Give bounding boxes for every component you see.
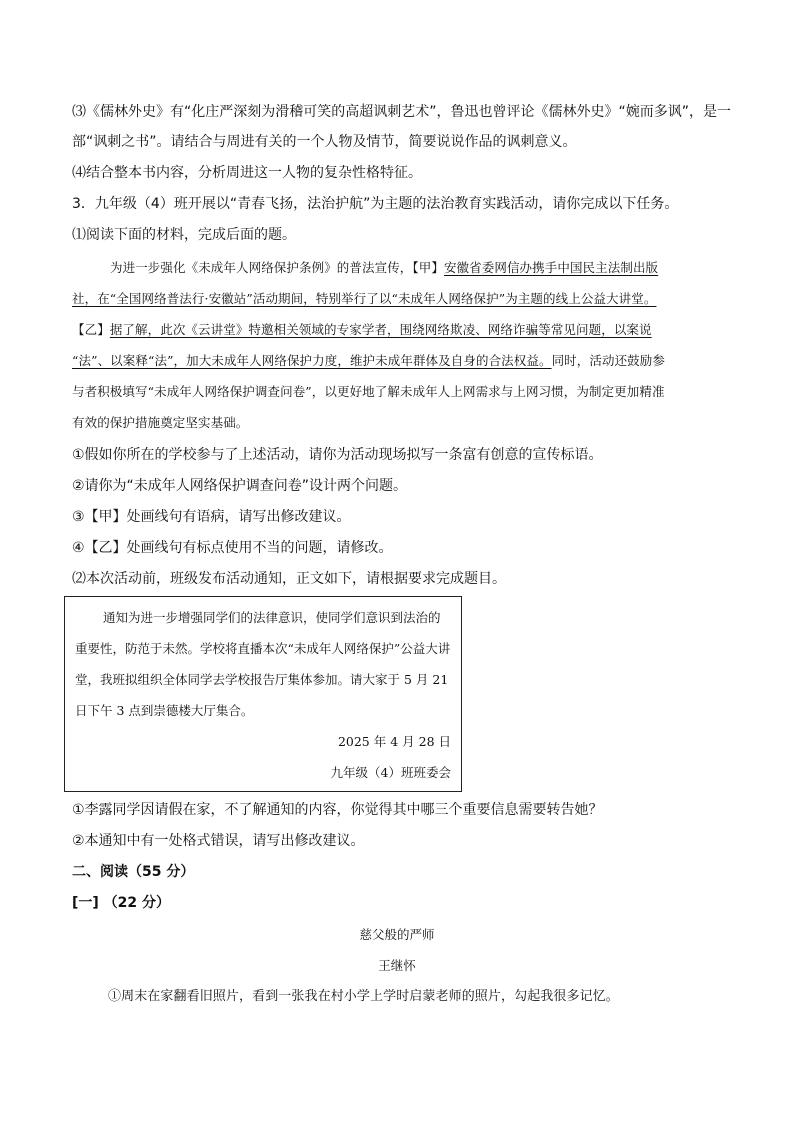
question-4: ⑷结合整本书内容，分析周进这一人物的复杂性格特征。 <box>72 165 422 181</box>
item-3: ③【甲】处画线句有语病，请写出修改建议。 <box>72 509 351 525</box>
question-3-line-1: ⑶《儒林外史》有“化庄严深刻为滑稽可笑的高超讽刺艺术”，鲁迅也曾评论《儒林外史》“婉而多讽”，是一 <box>72 104 732 120</box>
section-2-part-1: [一] （22 分） <box>72 895 171 911</box>
question-3-line-2: 部“讽刺之书”。请结合与周进有关的一个人物及情节，简要说说作品的讽刺意义。 <box>72 134 577 150</box>
material-line-4: “法”、以案释“法”，加大未成年人网络保护力度，维护未成年群体及自身的合法权益。同时，活动还鼓励参 <box>72 353 665 368</box>
task-3-sub-1: ⑴阅读下面的材料，完成后面的题。 <box>72 227 296 243</box>
material-line-3: 【乙】据了解，此次《云讲堂》特邀相关领域的专家学者，围绕网络欺凌、网络诈骗等常见问题，以案说 <box>72 322 652 337</box>
material-line-2: 社，在“全国网络普法行·安徽站”活动期间，特别举行了以“未成年人网络保护”为主题的线上公益大讲堂。 <box>72 291 657 306</box>
item-1: ①假如你所在的学校参与了上述活动，请你为活动现场拟写一条富有创意的宣传标语。 <box>72 447 603 463</box>
jia-underline: 安徽省委网信办携手中国民主法制出版 <box>443 260 659 275</box>
material-line-5: 与者积极填写“未成年人网络保护调查问卷”，以更好地了解未成年人上网需求与上网习惯，为制定更加精准 <box>72 384 665 399</box>
item-4: ④【乙】处画线句有标点使用不当的问题，请修改。 <box>72 540 393 556</box>
material-line-6: 有效的保护措施奠定坚实基础。 <box>72 415 249 430</box>
notice-line-3: 堂，我班拟组织全体同学去学校报告厅集体参加。请大家于 5 月 21 <box>75 672 449 687</box>
notice-date: 2025 年 4 月 28 日 <box>337 734 451 749</box>
notice-line-2: 重要性，防范于未然。学校将直播本次“未成年人网络保护”公益大讲 <box>75 641 451 656</box>
item-2: ②请你为“未成年人网络保护调查问卷”设计两个问题。 <box>72 478 408 494</box>
essay-paragraph-1: ①周末在家翻看旧照片，看到一张我在村小学上学时启蒙老师的照片，勾起我很多记忆。 <box>108 989 619 1004</box>
material-line-1: 为进一步强化《未成年人网络保护条例》的普法宣传，【甲】安徽省委网信办携手中国民主法制出版 <box>110 260 659 275</box>
essay-author: 王继怀 <box>378 958 416 973</box>
task-3-sub-2: ⑵本次活动前，班级发布活动通知，正文如下，请根据要求完成题目。 <box>72 571 506 587</box>
notice-signature: 九年级（4）班班委会 <box>330 765 451 780</box>
yi-underline: 据了解，此次《云讲堂》特邀相关领域的专家学者，围绕网络欺凌、网络诈骗等常见问题，以案说 <box>109 322 652 337</box>
notice-question-2: ②本通知中有一处格式错误，请写出修改建议。 <box>72 833 365 849</box>
notice-box <box>64 596 462 792</box>
notice-line-1: 通知为进一步增强同学们的法律意识，使同学们意识到法治的 <box>103 610 441 625</box>
essay-title: 慈父般的严师 <box>359 927 435 942</box>
notice-line-4: 日下午 3 点到崇德楼大厅集合。 <box>75 703 254 718</box>
notice-question-1: ①李露同学因请假在家，不了解通知的内容，你觉得其中哪三个重要信息需要转告她？ <box>72 802 603 818</box>
section-2-heading: 二、阅读（55 分） <box>72 864 195 880</box>
task-3-intro: 3．九年级（4）班开展以“青春飞扬，法治护航”为主题的法治教育实践活动，请你完成以下任务。 <box>72 196 679 212</box>
